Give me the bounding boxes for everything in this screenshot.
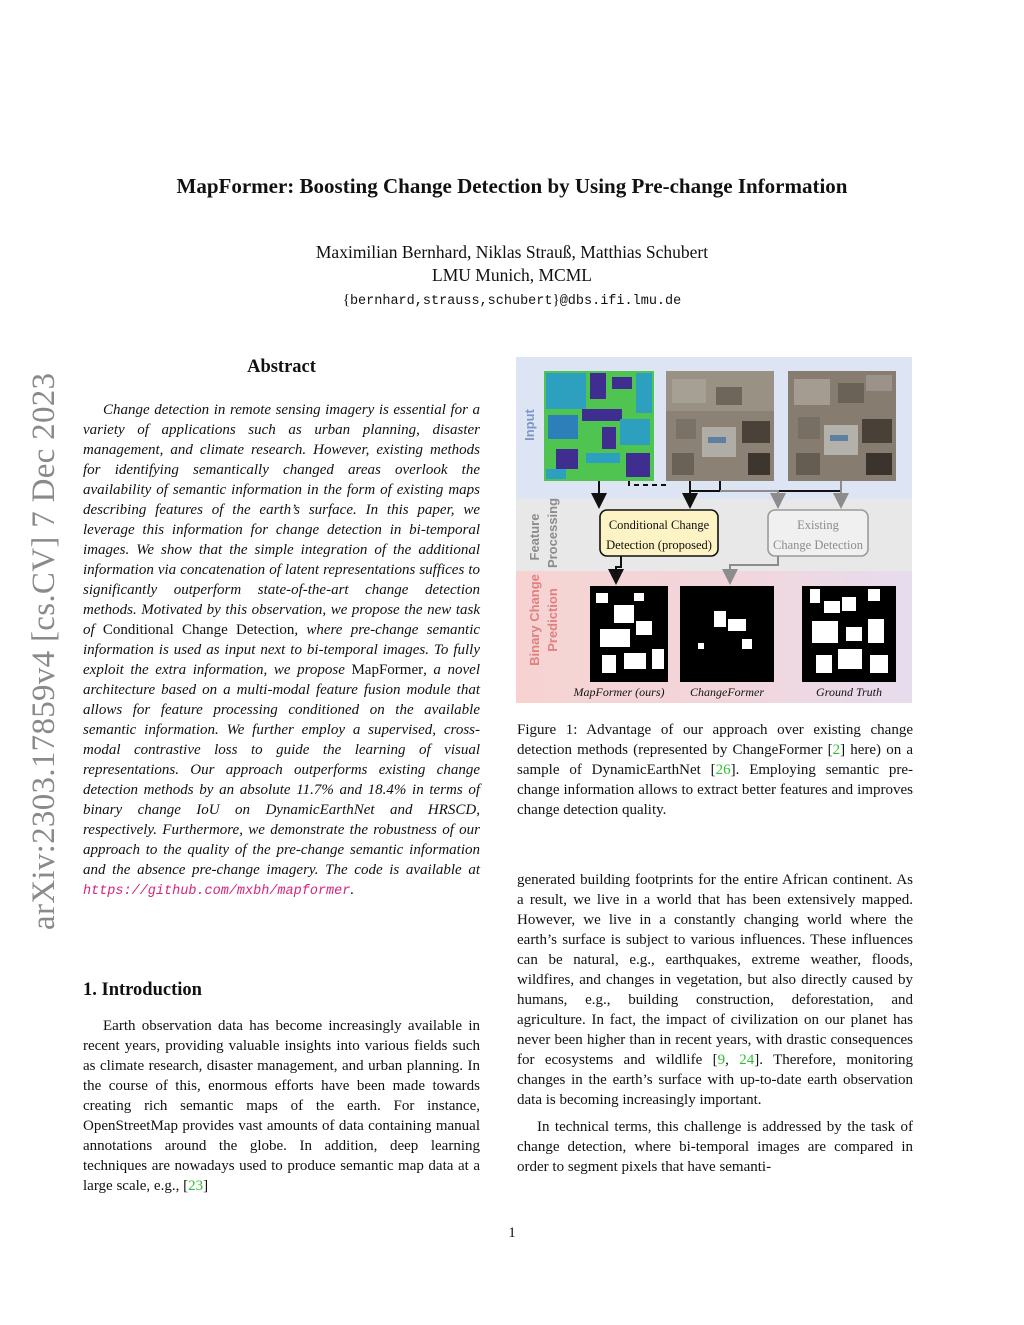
arxiv-stamp: arXiv:2303.17859v4 [cs.CV] 7 Dec 2023 xyxy=(26,372,62,930)
citation-link[interactable]: 23 xyxy=(188,1178,204,1194)
abstract-body xyxy=(83,400,480,902)
email-line xyxy=(0,292,1024,309)
email-brace-close: } xyxy=(552,292,560,308)
prediction-ground-truth xyxy=(802,586,896,682)
semantic-map-image xyxy=(544,371,654,481)
box-existing-line1: Existing xyxy=(797,518,839,532)
abstract-heading: Abstract xyxy=(247,357,316,377)
label-ground-truth: Ground Truth xyxy=(816,685,882,699)
citation-separator: , xyxy=(725,1052,740,1068)
figure-caption xyxy=(517,720,913,820)
intro-column-right xyxy=(517,870,913,1177)
code-link[interactable]: https://github.com/mxbh/mapformer xyxy=(83,884,351,899)
box-existing-line2: Change Detection xyxy=(773,538,863,552)
label-mapformer: MapFormer (ours) xyxy=(573,685,665,699)
citation-link[interactable]: 24 xyxy=(739,1052,755,1068)
term-conditional-change-detection: Conditional Change Detection xyxy=(102,622,295,638)
prediction-mapformer xyxy=(590,586,668,682)
email-domain: @dbs.ifi.lmu.de xyxy=(559,294,682,309)
caption-text-1: Figure 1: Advantage of our approach over existing change detection methods (represented by ChangeFormer [ xyxy=(517,722,913,758)
citation-link[interactable]: 2 xyxy=(832,742,841,758)
row-label-input: Input xyxy=(522,409,537,441)
abstract-end: . xyxy=(350,882,355,898)
box-proposed-line1: Conditional Change xyxy=(608,518,710,532)
satellite-image-pre xyxy=(666,371,774,481)
caption-text-2: ] here) on a sample of DynamicEarthNet [ xyxy=(517,742,913,778)
page-number: 1 xyxy=(508,1225,516,1241)
citation-link[interactable]: 9 xyxy=(717,1052,726,1068)
citation-link[interactable]: 26 xyxy=(715,762,731,778)
row-label-processing: Processing xyxy=(545,497,560,569)
row-label-binary-change: Binary Change xyxy=(527,574,542,666)
intro-column-left xyxy=(83,1016,480,1196)
bracket: ] xyxy=(203,1178,209,1194)
affiliation: LMU Munich, MCML xyxy=(432,265,592,285)
label-changeformer: ChangeFormer xyxy=(690,685,764,699)
author-names: Maximilian Bernhard, Niklas Strauß, Matthias Schubert xyxy=(315,242,709,262)
satellite-image-post xyxy=(788,371,896,481)
box-proposed-line2: Detection (proposed) xyxy=(606,538,712,552)
email-names: bernhard,strauss,schubert xyxy=(349,294,553,309)
email-brace-open: { xyxy=(342,292,350,308)
intro-paragraph-3: In technical terms, this challenge is addressed by the task of change detection, where bi-temporal images are compared in order to segment pixels that have semanti- xyxy=(517,1119,913,1175)
intro-paragraph-2b: ]. Therefore, monitoring changes in the earth’s surface with up-to-date earth observation data is becoming increasingly important. xyxy=(517,1052,914,1108)
intro-paragraph-2a: generated building footprints for the entire African continent. As a result, we live in a world that has been extensively mapped. However, we live in a constantly changing world where the earth’s surface is subject to various influences. These influences can be natural, e.g., earthquakes, extreme weather, floods, wildfires, and changes in vegetation, but also directly caused by humans, e.g., building construction, deforestation, and agriculture. In fact, the impact of civilization on our planet has never been higher than in recent years, with drastic consequences for ecosystems and wildlife [ xyxy=(517,872,913,1068)
row-label-prediction: Prediction xyxy=(545,588,560,652)
intro-paragraph-1: Earth observation data has become increasingly available in recent years, providing valuable insights into various fields such as climate research, disaster management, and urban planning. In the course of this, enormous efforts have been made towards creating rich semantic maps of the earth. For instance, OpenStreetMap provides vast amounts of data containing manual annotations around the globe. In addition, deep learning techniques are nowadays used to produce semantic map data at a large scale, e.g., [ xyxy=(83,1018,480,1194)
section-heading-introduction: 1. Introduction xyxy=(83,980,202,1000)
caption-text-3: ]. Employing semantic pre-change information allows to extract better features and improves change detection quality. xyxy=(517,762,913,818)
term-mapformer: MapFormer xyxy=(351,662,424,678)
abstract-text-2: , where pre-change semantic information is used as input next to bi-temporal images. To fully exploit the extra information, we propose xyxy=(83,622,481,678)
prediction-changeformer xyxy=(680,586,774,682)
author-block xyxy=(0,241,1024,287)
abstract-text-3: , a novel architecture based on a multi-modal feature fusion module that allows for feature processing conditioned on the available semantic information. We further employ a supervised, cross-modal contrastive loss to guide the learning of visual representations. Our approach outperforms existing change detection methods by an absolute 11.7% and 18.4% in terms of binary change IoU on DynamicEarthNet and HRSCD, respectively. Furthermore, we demonstrate the robustness of our approach to the quality of the pre-change semantic information and the absence pre-change imagery. The code is available at xyxy=(83,662,480,878)
paper-title: MapFormer: Boosting Change Detection by Using Pre-change Information xyxy=(176,174,848,198)
figure-1 xyxy=(516,357,912,703)
abstract-text-1: Change detection in remote sensing imagery is essential for a variety of applications such as urban planning, disaster management, and climate research. However, existing methods for identifying semantically changed areas overlook the availability of semantic information in the form of existing maps describing features of the earth’s surface. In this paper, we leverage this information for change detection in bi-temporal images. We show that the simple integration of the additional information via concatenation of latent representations suffices to significantly outperform state-of-the-art change detection methods. Motivated by this observation, we propose the new task of xyxy=(83,402,480,638)
row-label-feature: Feature xyxy=(527,513,542,561)
